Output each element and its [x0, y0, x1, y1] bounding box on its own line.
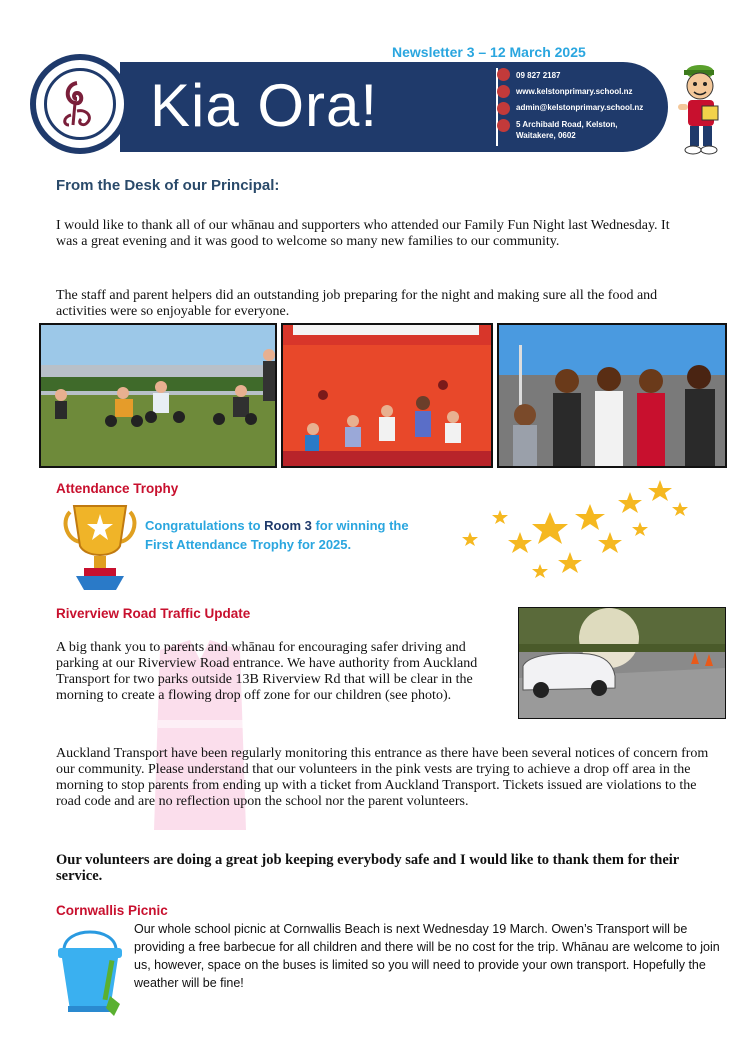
- website-link[interactable]: www.kelstonprimary.school.nz: [516, 87, 633, 96]
- room-name: Room 3: [264, 518, 312, 533]
- newsletter-label: Newsletter 3 – 12 March 2025: [392, 44, 586, 60]
- email-icon: [497, 102, 510, 115]
- mascot-illustration: [676, 62, 726, 158]
- address-line-1: 5 Archibald Road, Kelston,: [516, 120, 618, 129]
- koru-icon: [47, 71, 113, 137]
- address: [516, 119, 643, 141]
- attendance-message: [145, 516, 409, 554]
- stars-decoration: [400, 462, 700, 590]
- phone-icon: [497, 68, 510, 81]
- principal-heading: From the Desk of our Principal:: [56, 177, 280, 194]
- attendance-heading: Attendance Trophy: [56, 481, 179, 496]
- attendance-line-1: [145, 516, 409, 535]
- attendance-line-1-pre: Congratulations to: [145, 518, 265, 533]
- attendance-line-2: First Attendance Trophy for 2025.: [145, 537, 352, 552]
- address-line-2: Waitakere, 0602: [516, 131, 576, 140]
- picnic-paragraph: Our whole school picnic at Cornwallis Beach is next Wednesday 19 March. Owen’s Transport will be providing a free barbecue for all children and there will be no cost for the trip. Whānau are welcome to join us, however, space on the buses is limited so you will need to provide your own transport. Hopefully the weather will be fine!: [134, 922, 720, 990]
- contact-icons: [497, 68, 513, 136]
- traffic-paragraph-2: Auckland Transport have been regularly monitoring this entrance as there have been several notices of concern from our community. Please understand that our volunteers in the pink vests are trying to achieve a drop off area in the morning to stop parents from ending up with a ticket from Auckland Transport. Tickets issued are violations to the road code and are no reflection upon the school nor the parent volunteers.: [56, 746, 709, 809]
- picnic-heading: Cornwallis Picnic: [56, 903, 168, 918]
- principal-paragraph-1: I would like to thank all of our whānau and supporters who attended our Family Fun Night last Wednesday. It was a great evening and it was good to welcome so many new families to our community.: [56, 218, 670, 249]
- location-icon: [497, 119, 510, 132]
- traffic-paragraph-3: Our volunteers are doing a great job keeping everybody safe and I would like to thank them for their service.: [56, 852, 679, 884]
- traffic-paragraph-1: A big thank you to parents and whānau for encouraging safer driving and parking at our Riverview Road entrance. We have authority from Auckland Transport for two parks outside 13B Riverview Rd that will be clear in the morning to create a flowing drop off zone for our children (see photo).: [56, 640, 478, 703]
- photo-students: [497, 323, 727, 468]
- photo-go-karts: [39, 323, 277, 468]
- globe-icon: [497, 85, 510, 98]
- phone-number: 09 827 2187: [516, 71, 561, 80]
- traffic-heading: Riverview Road Traffic Update: [56, 606, 251, 621]
- trophy-icon: [62, 502, 138, 598]
- contact-info: [516, 68, 643, 141]
- school-logo-inner: [44, 68, 116, 140]
- photo-drop-off-zone: [518, 607, 726, 719]
- photo-bouncy-castle: [281, 323, 493, 468]
- principal-paragraph-2: The staff and parent helpers did an outstanding job preparing for the night and making sure all the food and activities were so enjoyable for everyone.: [56, 288, 658, 319]
- bucket-icon: [54, 920, 126, 1016]
- attendance-line-1-post: for winning the: [311, 518, 409, 533]
- email-link[interactable]: admin@kelstonprimary.school.nz: [516, 103, 644, 112]
- page-title: Kia Ora!: [150, 72, 379, 139]
